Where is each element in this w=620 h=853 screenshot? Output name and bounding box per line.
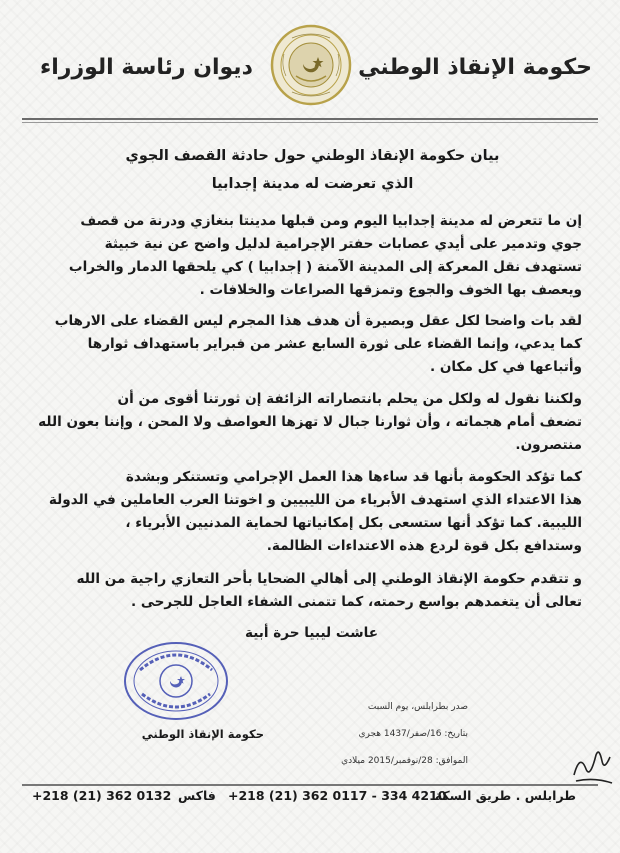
paragraph-line: كما تؤكد الحكومة بأنها قد ساءها هذا العمل الإجرامي وتستنكر وبشدة [125, 469, 582, 485]
paragraph-line: وأتباعها في كل مكان . [429, 359, 582, 375]
signer-name: حكومة الإنقاذ الوطني [141, 727, 264, 741]
header-divider-thin [22, 122, 598, 123]
paragraph-line: و تتقدم حكومة الإنقاذ الوطني إلى أهالي الضحايا بأحر التعازي راجية من الله [76, 571, 582, 587]
paragraph-line: إن ما تتعرض له مدينة إجدابيا اليوم ومن قبلها مدينتا بنغازي ودرنة من قصف [80, 213, 582, 229]
paragraph-line: لقد بات واضحا لكل عقل وبصيرة أن هدف هذا المجرم ليس القضاء على الارهاب [54, 313, 582, 329]
office-name: ديوان رئاسة الوزراء [40, 55, 253, 80]
paragraph-4 [42, 466, 582, 558]
handwritten-signature-icon [570, 745, 616, 787]
government-name: حكومة الإنقاذ الوطني [358, 55, 592, 80]
paragraph-line: تستهدف نقل المعركة إلى المدينة الآمنة ( إجدابيا ) كي يلحقها الدمار والخراب [68, 259, 582, 275]
header-divider [22, 118, 598, 120]
hijri-date: بتاريخ: 16/صفر/1437 هجري [358, 729, 468, 739]
closing-slogan: عاشت ليبيا حرة أبية [244, 625, 378, 641]
statement-subtitle: الذي تعرضت له مدينة إجدابيا [211, 176, 414, 192]
paragraph-1 [42, 210, 582, 302]
paragraph-line: تضعف أمام هجماته ، وأن ثوارنا جبال لا تهزها العواصف ولا المحن ، وإننا بعون الله [38, 414, 582, 430]
official-stamp-icon [122, 640, 230, 722]
paragraph-line: ويعصف بها الخوف والجوع وتمزقها الصراعات والخلافات . [199, 282, 582, 298]
footer-fax-label: فاكس [178, 788, 216, 803]
paragraph-line: ولكننا نقول له ولكل من يحلم بانتصاراته الزائفة إن ثورتنا أقوى من أن [117, 391, 582, 407]
paragraph-line: منتصرون. [515, 437, 582, 453]
footer-divider [22, 784, 598, 786]
paragraph-3 [38, 388, 582, 457]
statement-title: بيان حكومة الإنقاذ الوطني حول حادثة القصف الجوي [125, 148, 500, 164]
paragraph-line: كما يدعي، وإنما القضاء على ثورة السابع عشر من فبراير باستهداف ثوارها [87, 336, 582, 352]
footer-phone: +218 (21) 362 0117 - 334 4210 [228, 788, 447, 803]
state-emblem-icon [270, 24, 352, 106]
footer-fax: +218 (21) 362 0132 [32, 788, 172, 803]
paragraph-line: الليبية. كما تؤكد أنها ستسعى بكل إمكانياتها لحماية المدنيين الأبرياء ، [125, 515, 582, 531]
gregorian-date: الموافق: 28/نوفمبر/2015 ميلادي [341, 756, 468, 766]
paragraph-line: هذا الاعتداء الذي استهدف الأبرياء من الليبيين و اخوتنا العرب العاملين في الدولة [48, 492, 582, 508]
issued-place: صدر بطرابلس، يوم السبت [367, 702, 468, 712]
paragraph-5 [42, 568, 582, 614]
paragraph-line: جوي وتدمير على أيدي عصابات حفتر الإجرامية لدليل واضح عن نية خبيثة [104, 236, 582, 252]
paragraph-2 [42, 310, 582, 379]
paragraph-line: وستدافع بكل قوة لردع هذه الاعتداءات الظالمة. [266, 538, 582, 554]
paragraph-line: تعالى أن يتغمدهم بواسع رحمته، كما تتمنى الشفاء العاجل للجرحى . [130, 594, 582, 610]
footer-address: طرابلس . طريق السكة [434, 788, 576, 803]
